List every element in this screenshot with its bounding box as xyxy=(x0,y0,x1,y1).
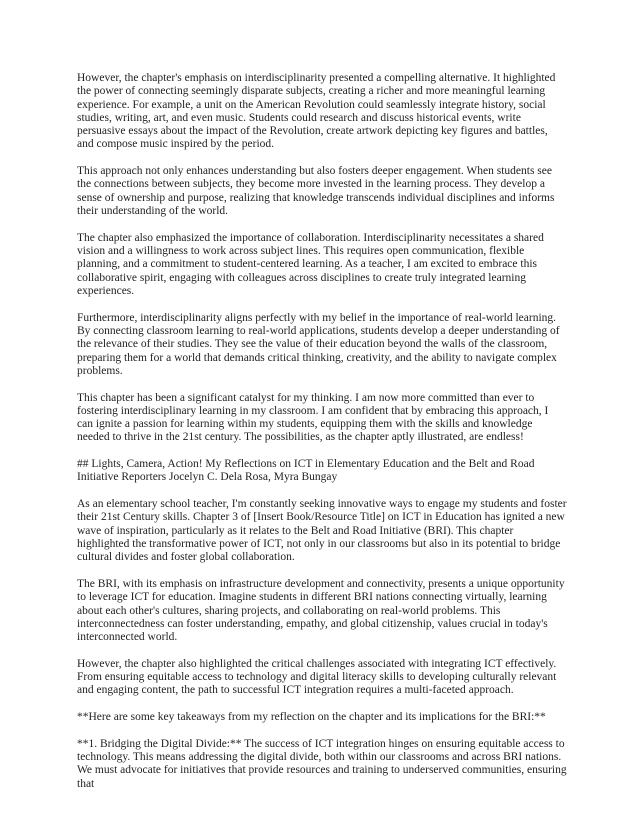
paragraph-interdisciplinarity-alternative: However, the chapter's emphasis on interdisciplinarity presented a compelling alternative. It highlighted the power of connecting seemingly disparate subjects, creating a richer and more meaningful learning experience. For example, a unit on the American Revolution could seamlessly integrate history, social studies, writing, art, and even music. Students could research and discuss historical events, write persuasive essays about the impact of the Revolution, create artwork depicting key figures and battles, and compose music inspired by the period. xyxy=(77,72,556,151)
paragraph-bri-opportunity: The BRI, with its emphasis on infrastructure development and connectivity, presents a unique opportunity to leverage ICT for education. Imagine students in different BRI nations connecting virtually, learning about each other's cultures, sharing projects, and collaborating on real-world problems. This interconnectedness can foster understanding, empathy, and global citizenship, values crucial in today's interconnected world. xyxy=(77,577,565,644)
paragraph-takeaways-intro: **Here are some key takeaways from my reflection on the chapter and its implications for the BRI:** xyxy=(77,711,546,724)
document-body xyxy=(77,72,567,804)
paragraph-digital-divide: **1. Bridging the Digital Divide:** The success of ICT integration hinges on ensuring equitable access to technology. This means addressing the digital divide, both within our classrooms and across BRI nations. We must advocate for initiatives that provide resources and training to underserved communities, ensuring that xyxy=(77,737,567,790)
paragraph-collaboration: The chapter also emphasized the importance of collaboration. Interdisciplinarity necessitates a shared vision and a willingness to work across subject lines. This requires open communication, flexible planning, and a commitment to student-centered learning. As a teacher, I am excited to embrace this collaborative spirit, engaging with colleagues across disciplines to create truly integrated learning experiences. xyxy=(77,231,544,297)
paragraph-ict-challenges: However, the chapter also highlighted the critical challenges associated with integrating ICT effectively. From ensuring equitable access to technology and digital literacy skills to developing culturally relevant and engaging content, the path to successful ICT integration requires a multi-faceted approach. xyxy=(77,657,557,697)
paragraph-ict-intro: As an elementary school teacher, I'm constantly seeking innovative ways to engage my students and foster their 21st Century skills. Chapter 3 of [Insert Book/Resource Title] on ICT in Education has ignited a new wave of inspiration, particularly as it relates to the Belt and Road Initiative (BRI). This chapter highlighted the transformative power of ICT, not only in our classrooms but also in its potential to bridge cultural divides and foster global collaboration. xyxy=(77,498,567,564)
paragraph-catalyst: This chapter has been a significant catalyst for my thinking. I am now more committed than ever to fostering interdisciplinary learning in my classroom. I am confident that by embracing this approach, I can ignite a passion for learning within my students, equipping them with the skills and knowledge needed to thrive in the 21st century. The possibilities, as the chapter aptly illustrated, are endless! xyxy=(77,391,549,444)
section-heading-ict-bri: ## Lights, Camera, Action! My Reflections on ICT in Elementary Education and the Belt and Road Initiative Reporters Jocelyn C. Dela Rosa, Myra Bungay xyxy=(77,458,535,484)
paragraph-engagement: This approach not only enhances understanding but also fosters deeper engagement. When students see the connections between subjects, they become more invested in the learning process. They develop a sense of ownership and purpose, realizing that knowledge transcends individual disciplines and informs their understanding of the world. xyxy=(77,165,555,218)
paragraph-real-world-learning: Furthermore, interdisciplinarity aligns perfectly with my belief in the importance of real-world learning. By connecting classroom learning to real-world applications, students develop a deeper understanding of the relevance of their studies. They see the value of their education beyond the walls of the classroom, preparing them for a world that demands critical thinking, creativity, and the ability to navigate complex problems. xyxy=(77,311,560,377)
